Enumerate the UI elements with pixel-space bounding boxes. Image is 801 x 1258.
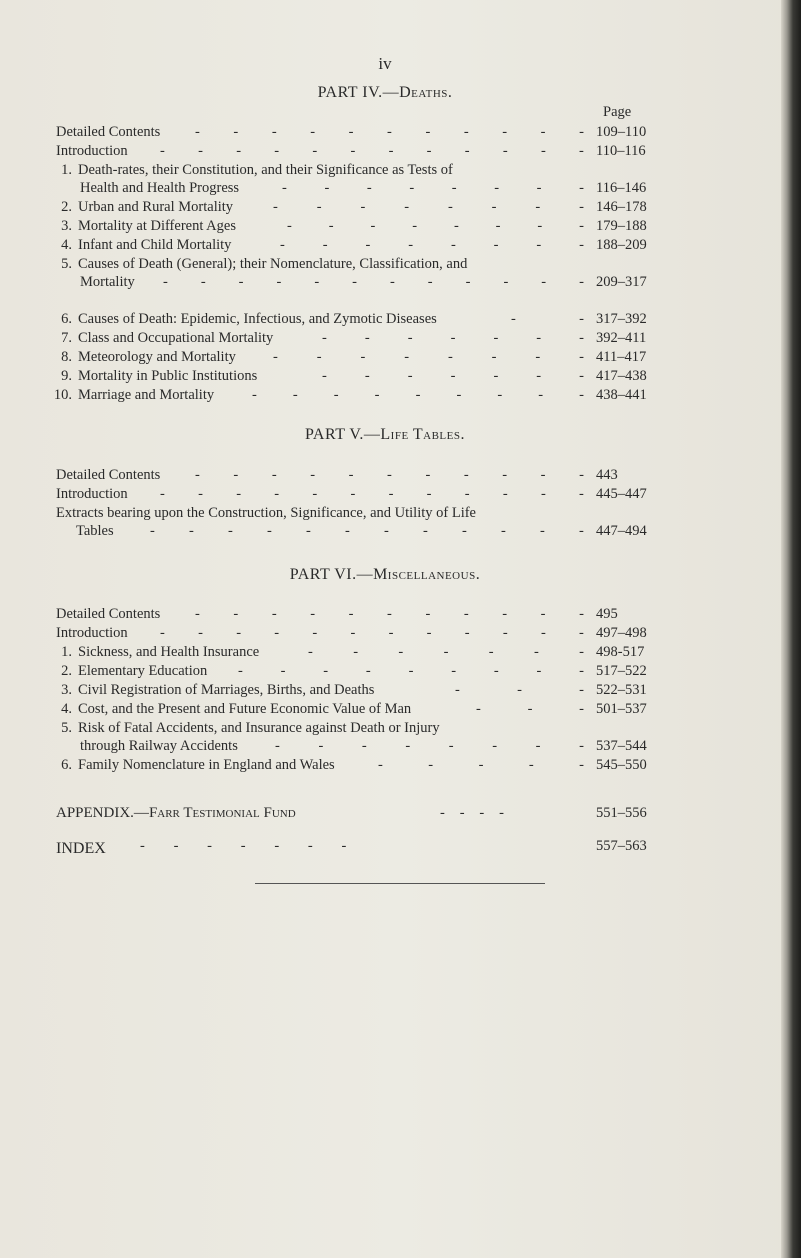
page-edge-shadow — [781, 0, 801, 1258]
part-5-prefix: PART V.— — [305, 426, 381, 443]
toc-entry[interactable] — [52, 720, 440, 737]
part-4-title: Deaths. — [399, 84, 453, 101]
toc-entry-number: 5. — [61, 720, 72, 736]
toc-entry-title: Elementary Education — [78, 663, 208, 679]
toc-leader: - - - - - - - - - - - - — [163, 274, 585, 290]
toc-entry-number: 3. — [61, 218, 72, 234]
toc-entry-number: 6. — [61, 311, 72, 327]
toc-entry-title: Detailed Contents — [56, 606, 161, 622]
toc-entry-number: 4. — [61, 237, 72, 253]
toc-leader: - - - - - - - - — [273, 199, 585, 215]
toc-entry[interactable] — [52, 663, 207, 680]
toc-entry[interactable] — [56, 625, 128, 642]
toc-entry-title: Class and Occupational Mortality — [78, 330, 274, 346]
toc-entry-number: 6. — [61, 757, 72, 773]
toc-entry[interactable] — [52, 218, 236, 235]
toc-entry-number: 10. — [53, 387, 72, 403]
toc-leader: - - - — [455, 682, 585, 698]
toc-entry-title: Infant and Child Mortality — [78, 237, 232, 253]
part-5-heading — [0, 426, 770, 444]
page-column-label: Page — [603, 104, 632, 120]
toc-entry-pages: 146–178 — [596, 199, 647, 215]
part-6-heading — [0, 566, 770, 584]
toc-entry-title: Family Nomenclature in England and Wales — [78, 757, 335, 773]
toc-leader: - - - - - - - - - - - - — [160, 625, 585, 641]
toc-leader: - - - - - - - - - - - — [195, 124, 585, 140]
toc-entry-title: Introduction — [56, 486, 128, 502]
toc-entry-pages: 445–447 — [596, 486, 647, 502]
toc-entry-number: 2. — [61, 199, 72, 215]
toc-leader: - - - - - - - - — [282, 180, 585, 196]
toc-entry[interactable] — [56, 124, 160, 141]
toc-entry[interactable] — [52, 757, 335, 774]
toc-entry-title: Introduction — [56, 143, 128, 159]
toc-leader: - - - — [476, 701, 585, 717]
toc-entry-title: Causes of Death (General); their Nomenclature, Classification, and — [78, 256, 468, 272]
toc-entry[interactable] — [56, 467, 160, 484]
closing-rule — [255, 883, 545, 884]
toc-entry-title: Urban and Rural Mortality — [78, 199, 234, 215]
toc-leader: - - — [511, 311, 585, 327]
toc-entry-pages: 498-517 — [596, 644, 645, 660]
toc-entry-title: Detailed Contents — [56, 124, 161, 140]
toc-entry-pages: 209–317 — [596, 274, 647, 290]
toc-entry-title: Mortality in Public Institutions — [78, 368, 258, 384]
toc-leader: - - - - - - - - - — [238, 663, 585, 679]
toc-leader: - - - - - - - - — [273, 349, 585, 365]
toc-leader: - - - - - - - - - - - — [195, 467, 585, 483]
toc-entry[interactable] — [52, 311, 437, 328]
index-pages: 557–563 — [596, 838, 647, 854]
toc-entry[interactable] — [52, 330, 273, 347]
toc-entry-continuation: through Railway Accidents — [80, 738, 238, 754]
toc-entry-title: Causes of Death: Epidemic, Infectious, and Zymotic Diseases — [78, 311, 437, 327]
toc-entry-number: 9. — [61, 368, 72, 384]
toc-entry-pages: 447–494 — [596, 523, 647, 539]
toc-leader: - - - - - - - - — [275, 738, 585, 754]
toc-entry-pages: 522–531 — [596, 682, 647, 698]
part-6-prefix: PART VI.— — [289, 566, 374, 583]
toc-entry[interactable] — [52, 368, 257, 385]
toc-entry-pages: 497–498 — [596, 625, 647, 641]
toc-entry[interactable] — [52, 162, 453, 179]
toc-entry-pages: 116–146 — [596, 180, 647, 196]
appendix-prefix: APPENDIX.— — [56, 805, 149, 821]
toc-entry[interactable] — [52, 237, 231, 254]
toc-entry-pages: 109–110 — [596, 124, 647, 140]
toc-entry-pages: 517–522 — [596, 663, 647, 679]
appendix-pages: 551–556 — [596, 805, 647, 821]
part-5-title: Life Tables. — [380, 426, 465, 443]
appendix-entry[interactable] — [56, 805, 296, 822]
toc-entry-title: Mortality at Different Ages — [78, 218, 236, 234]
toc-leader: - - - - - - - - - - - - — [160, 143, 585, 159]
toc-entry-pages: 537–544 — [596, 738, 647, 754]
toc-entry[interactable] — [56, 143, 128, 160]
toc-entry[interactable] — [52, 199, 233, 216]
toc-entry[interactable] — [52, 349, 236, 366]
toc-entry-pages: 495 — [596, 606, 618, 622]
toc-entry-pages: 392–411 — [596, 330, 647, 346]
toc-leader: - - - - - — [378, 757, 585, 773]
toc-entry-continuation: Tables — [76, 523, 114, 539]
toc-entry[interactable] — [52, 701, 411, 718]
toc-leader: - - - - - - - - — [287, 218, 585, 234]
toc-entry-continuation: Mortality — [80, 274, 135, 290]
toc-entry-number: 5. — [61, 256, 72, 272]
toc-entry-title: Cost, and the Present and Future Economic Value of Man — [78, 701, 412, 717]
toc-entry[interactable] — [56, 606, 160, 623]
toc-entry-title: Death-rates, their Constitution, and their Significance as Tests of — [78, 162, 453, 178]
toc-leader: - - - - - - - — [322, 368, 585, 384]
toc-entry-pages: 188–209 — [596, 237, 647, 253]
toc-entry-continuation: Health and Health Progress — [80, 180, 240, 196]
toc-entry-title: Sickness, and Health Insurance — [78, 644, 260, 660]
toc-entry[interactable] — [52, 644, 259, 661]
toc-leader: - - - - - - - - - - - — [195, 606, 585, 622]
toc-entry-pages: 110–116 — [596, 143, 646, 159]
toc-entry-pages: 317–392 — [596, 311, 647, 327]
toc-entry-title: Risk of Fatal Accidents, and Insurance against Death or Injury — [78, 720, 440, 736]
toc-entry-title: Detailed Contents — [56, 467, 161, 483]
toc-entry-number: 8. — [61, 349, 72, 365]
toc-entry-pages: 417–438 — [596, 368, 647, 384]
toc-leader: - - - - - - - — [308, 644, 585, 660]
toc-entry[interactable] — [52, 387, 214, 404]
toc-entry-title: Meteorology and Mortality — [78, 349, 236, 365]
index-entry[interactable]: INDEX — [56, 840, 106, 857]
toc-leader: - - - - - - - - - — [252, 387, 585, 403]
toc-entry-number: 7. — [61, 330, 72, 346]
toc-leader: - - - - - - - - - - - - — [150, 523, 585, 539]
toc-entry-number: 4. — [61, 701, 72, 717]
toc-leader: - - - - - - - - - - - - — [160, 486, 585, 502]
part-4-heading — [0, 84, 770, 102]
toc-entry-title: Introduction — [56, 625, 128, 641]
toc-entry-title: Civil Registration of Marriages, Births, and Deaths — [78, 682, 375, 698]
toc-entry[interactable] — [56, 486, 128, 503]
toc-entry-number: 1. — [61, 644, 72, 660]
toc-entry-title: Marriage and Mortality — [78, 387, 215, 403]
toc-entry-pages: 501–537 — [596, 701, 647, 717]
part-6-title: Miscellaneous. — [373, 566, 481, 583]
toc-entry-pages: 545–550 — [596, 757, 647, 773]
toc-entry-pages: 443 — [596, 467, 618, 483]
toc-entry-pages: 438–441 — [596, 387, 647, 403]
toc-entry-pages: 179–188 — [596, 218, 647, 234]
appendix-title: Farr Testimonial Fund — [148, 805, 296, 821]
toc-entry-number: 1. — [61, 162, 72, 178]
part-4-prefix: PART IV.— — [317, 84, 400, 101]
toc-entry[interactable] — [52, 682, 374, 699]
toc-leader: - - - - - - - - — [280, 237, 585, 253]
index-leader: - - - - - - - — [140, 838, 348, 854]
appendix-leader: - - - - — [440, 805, 505, 821]
toc-entry-number: 3. — [61, 682, 72, 698]
toc-entry-number: 2. — [61, 663, 72, 679]
toc-entry-title: Extracts bearing upon the Construction, Significance, and Utility of Life — [56, 505, 476, 521]
page-number: iv — [378, 54, 392, 73]
toc-leader: - - - - - - - — [322, 330, 585, 346]
toc-entry[interactable] — [56, 505, 476, 522]
toc-entry-pages: 411–417 — [596, 349, 647, 365]
toc-entry[interactable] — [52, 256, 467, 273]
